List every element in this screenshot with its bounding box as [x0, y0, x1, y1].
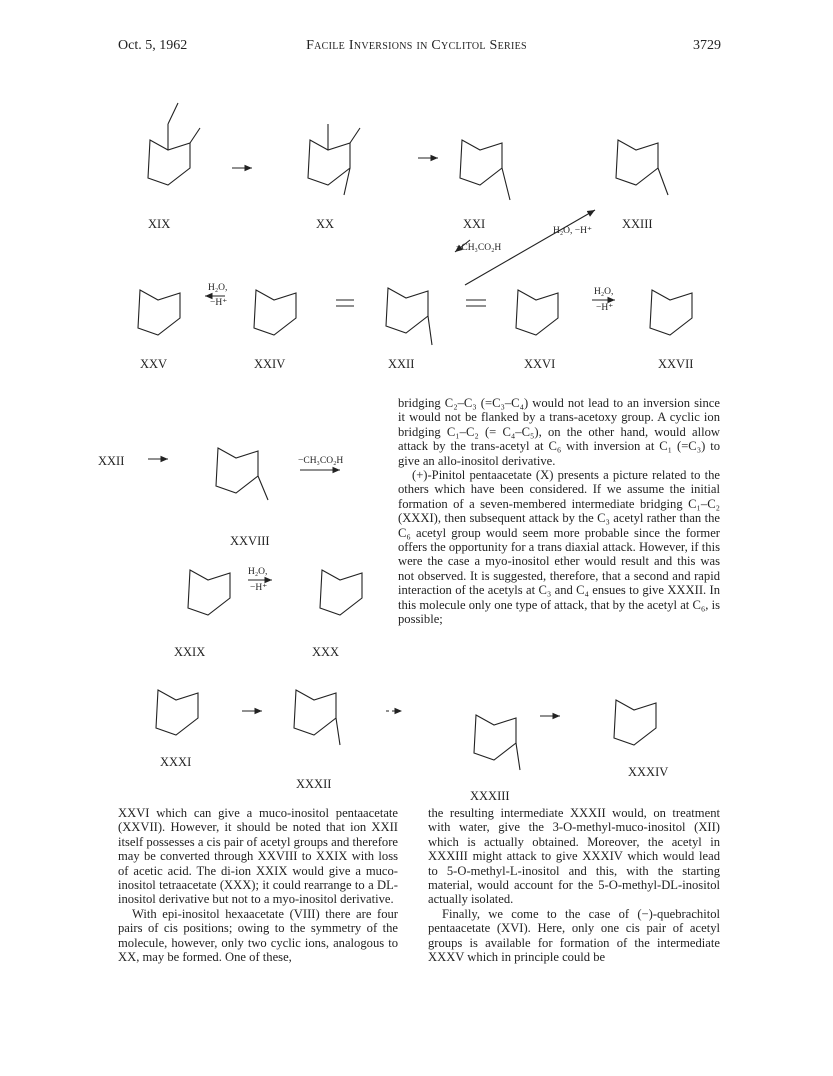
structure-xxviii — [216, 448, 268, 500]
label-xxiii: XXIII — [622, 217, 653, 231]
label-xxvi: XXVI — [524, 357, 556, 371]
label-xxxii: XXXII — [296, 777, 332, 791]
label-xxxi: XXXI — [160, 755, 192, 769]
reagent-water-1: H₂O, — [208, 283, 228, 293]
structure-xxvi — [516, 290, 558, 335]
paragraph: XXVI which can give a muco-inositol pentaacetate (XXVII). However, it should be noted that ion XXII itself possesses a cis pair of acetyl groups and therefore may be converted through XXVIII to XXIX with loss of acetic acid. The di-ion XXIX would give a muco-inositol tetraacetate (XXX); it could rearrange to a DL-inositol derivative but not to a myo-inositol derivative. — [118, 806, 398, 907]
paragraph: Finally, we come to the case of (−)-quebrachitol pentaacetate (XVI). Here, only one cis pair of acetyl groups is available for formation of the intermediate XXXV which in principle could be — [428, 906, 720, 965]
structure-xxiii — [616, 140, 668, 195]
label-xxxiv: XXXIV — [628, 765, 669, 779]
structure-xxi — [460, 140, 510, 200]
page-number: 3729 — [693, 38, 721, 53]
label-xxx: XXX — [312, 645, 340, 659]
structure-xxv — [138, 290, 180, 335]
paragraph: (+)-Pinitol pentaacetate (X) presents a picture related to the others which have been considered. If we assume the initial formation of a seven-membered intermediate bridging C₁–C₂ (XXXI), then subsequent attack by the C₃ acetyl rather than the C₆ acetyl group would seem more probable since the former offers the opportunity for a trans diaxial attack. However, if this were the case a myo-inositol ether would result and this was not observed. It is suggested, therefore, that a second and rapid interaction of the acetyls at C₃ and C₄ ensues to give XXXII. In this molecule only one type of attack, that by the acetyl at C₆, is possible; — [398, 468, 720, 627]
header-date: Oct. 5, 1962 — [118, 38, 188, 53]
structure-xxii — [386, 288, 432, 345]
reagent-water-2: H₂O, — [594, 287, 614, 297]
reagent-water-3: H₂O, — [248, 567, 268, 577]
label-xxi: XXI — [463, 217, 486, 231]
structure-xxvii — [650, 290, 692, 335]
label-xxvii: XXVII — [658, 357, 694, 371]
structure-xxiv — [254, 290, 296, 335]
reagent-water-minus-h: H₂O, −H⁺ — [553, 226, 593, 236]
reagent-minus-acetic-1: −CH₃CO₂H — [456, 243, 502, 253]
text-column-right-bottom — [428, 806, 720, 964]
reagent-minus-acetic-2: −CH₃CO₂H — [298, 456, 344, 466]
paragraph: the resulting intermediate XXXII would, on treatment with water, give the 3-O-methyl-muco-inositol (XII) which is actually obtained. Moreover, the acetyl in XXXIII might attack to give XXXIV which would lead to 5-O-methyl-L-inositol and this, with the starting material, would account for the 5-O-methyl-DL-inositol actually isolated. — [428, 806, 720, 907]
text-column-right-top — [398, 396, 720, 627]
label-xxviii: XXVIII — [230, 534, 270, 548]
structure-xix — [148, 103, 200, 185]
label-xx: XX — [316, 217, 335, 231]
label-xxxiii: XXXIII — [470, 789, 510, 803]
paragraph: bridging C₂–C₃ (=C₃–C₄) would not lead to an inversion since it would not be flanked by a trans-acetoxy group. A cyclic ion bridging C₁–C₂ (= C₄–C₅), on the other hand, would allow attack by the trans-acetyl at C₆ with inversion at C₁ (=C₃) to give an allo-inositol derivative. — [398, 396, 720, 468]
label-xxiv: XXIV — [254, 357, 286, 371]
label-xxix: XXIX — [174, 645, 206, 659]
structure-xxix — [188, 570, 230, 615]
reagent-minus-h-3: −H⁺ — [250, 583, 268, 593]
reagent-minus-h-1: −H⁺ — [210, 298, 228, 308]
structure-xxxi — [156, 690, 198, 735]
structure-xxxiii — [474, 715, 520, 770]
structure-xx — [308, 124, 360, 195]
paragraph: With epi-inositol hexaacetate (VIII) there are four pairs of cis positions; owing to the symmetry of the molecule, however, only two cyclic ions, analogous to XX, may be formed. One of these, — [118, 906, 398, 965]
structure-xxxii — [294, 690, 340, 745]
label-xix: XIX — [148, 217, 171, 231]
running-title: Facile Inversions in Cyclitol Series — [306, 38, 527, 53]
structure-xxx — [320, 570, 362, 615]
label-xxii-start: XXII — [98, 454, 125, 468]
structure-xxxiv — [614, 700, 656, 745]
label-xxv: XXV — [140, 357, 168, 371]
label-xxii: XXII — [388, 357, 415, 371]
text-column-left-bottom — [118, 806, 398, 964]
reagent-minus-h-2: −H⁺ — [596, 303, 614, 313]
